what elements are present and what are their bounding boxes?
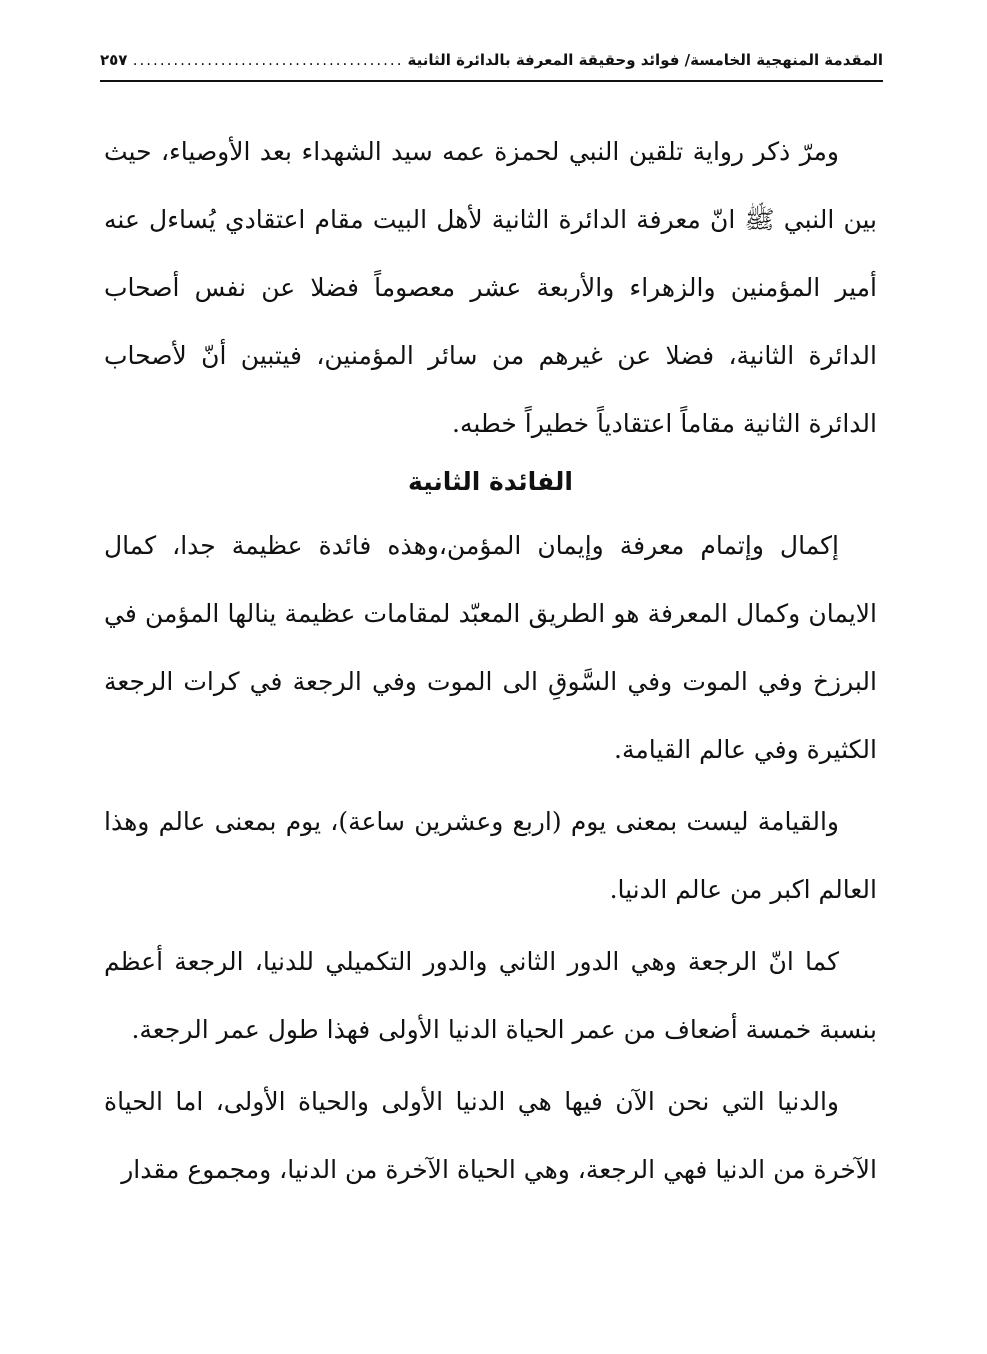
page-number: ٢٥٧ — [100, 51, 128, 69]
paragraph: كما انّ الرجعة وهي الدور الثاني والدور التكميلي للدنيا، الرجعة أعظم بنسبة خمسة أضعاف من عمر الحياة الدنيا الأولى فهذا طول عمر الرجعة. — [104, 947, 877, 1044]
section-heading: الفائدة الثانية — [408, 467, 573, 496]
page-header — [100, 44, 883, 76]
paragraph: إكمال وإتمام معرفة وإيمان المؤمن،وهذه فائدة عظيمة جدا، كمال الايمان وكمال المعرفة هو الطريق المعبّد لمقامات عظيمة ينالها المؤمن في البرزخ وفي الموت وفي السَّوقِ الى الموت وفي الرجعة في كرات الرجعة الكثيرة وفي عالم القيامة. — [104, 531, 877, 764]
page-body — [104, 118, 877, 1204]
header-rule — [100, 80, 883, 82]
leader-dots — [131, 51, 403, 69]
paragraph: والقيامة ليست بمعنى يوم (اربع وعشرين ساعة)، يوم بمعنى عالم وهذا العالم اكبر من عالم الدنيا. — [104, 807, 877, 904]
paragraph: ومرّ ذكر رواية تلقين النبي لحمزة عمه سيد الشهداء بعد الأوصياء، حيث بين النبي ﷺ انّ معرفة الدائرة الثانية لأهل البيت مقام اعتقادي يُساءل عنه أمير المؤمنين والزهراء والأربعة عشر معصوماً فضلا عن نفس أصحاب الدائرة الثانية، فضلا عن غيرهم من سائر المؤمنين، فيتبين أنّ لأصحاب الدائرة الثانية مقاماً اعتقادياً خطيراً خطبه. — [104, 137, 877, 438]
paragraph: والدنيا التي نحن الآن فيها هي الدنيا الأولى والحياة الأولى، اما الحياة الآخرة من الدنيا فهي الرجعة، وهي الحياة الآخرة من الدنيا، ومجموع مقدار — [104, 1087, 877, 1184]
running-title: المقدمة المنهجية الخامسة/ فوائد وحقيقة المعرفة بالدائرة الثانية — [407, 51, 883, 69]
